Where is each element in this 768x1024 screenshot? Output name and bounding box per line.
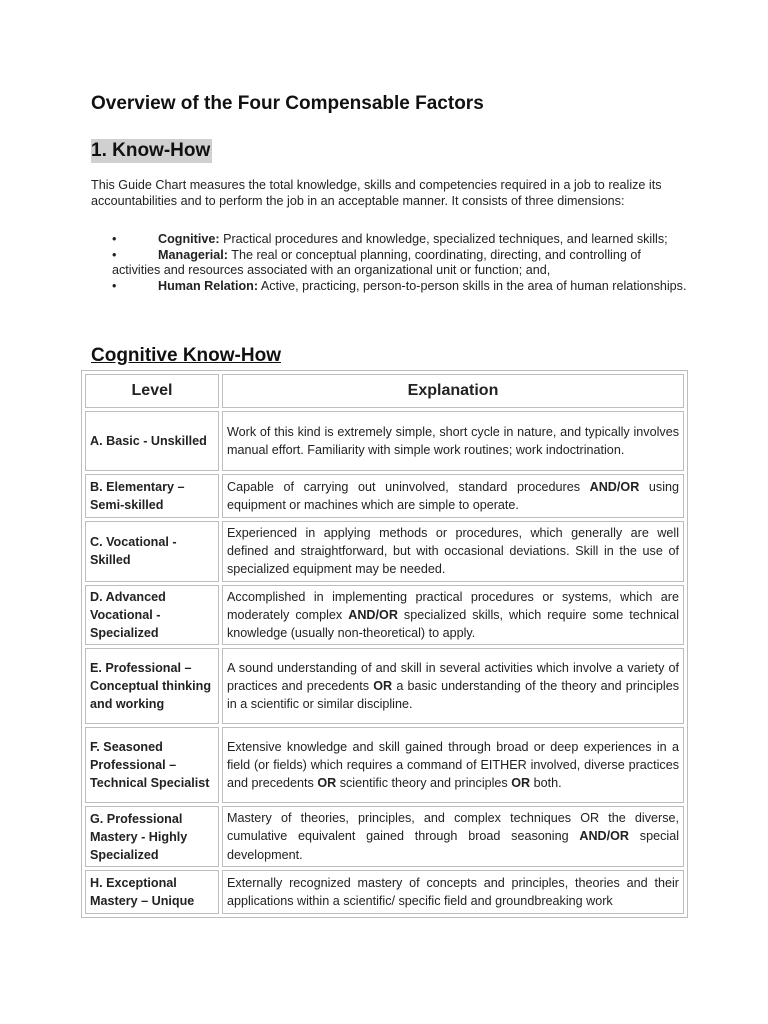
- explanation-cell: Externally recognized mastery of concepts and principles, theories and their applications within a scientific/ specific field and groundbreaking work: [222, 870, 684, 914]
- explanation-cell: Accomplished in implementing practical procedures or systems, which are moderately complex AND/OR specialized skills, which require some technical knowledge (usually non-theoretical) to apply.: [222, 585, 684, 646]
- bullet-term: Human Relation:: [158, 278, 259, 293]
- table-row: [85, 727, 684, 803]
- page-title: Overview of the Four Compensable Factors: [91, 93, 484, 114]
- header-explanation: Explanation: [222, 374, 684, 408]
- page-bottom-margin: [0, 924, 768, 1024]
- explanation-cell: A sound understanding of and skill in several activities which involve a variety of practices and precedents OR a basic understanding of the theory and principles in a scientific or similar discipline.: [222, 648, 684, 724]
- explanation-cell: Work of this kind is extremely simple, short cycle in nature, and typically involves manual effort. Familiarity with simple work routines; work indoctrination.: [222, 411, 684, 471]
- explanation-cell: Extensive knowledge and skill gained through broad or deep experiences in a field (or fields) which requires a command of EITHER involved, diverse practices and precedents OR scientific theory and principles OR both.: [222, 727, 684, 803]
- bullet-text: The real or conceptual planning, coordinating, directing, and controlling of activities and resources associated with an organizational unit or function; and,: [112, 247, 641, 278]
- level-cell: B. Elementary – Semi-skilled: [85, 474, 219, 518]
- list-item: • Human Relation: Active, practicing, person-to-person skills in the area of human relationships.: [112, 278, 687, 293]
- bullet-text: Active, practicing, person-to-person skills in the area of human relationships.: [258, 278, 687, 293]
- level-cell: E. Professional – Conceptual thinking and working: [85, 648, 219, 724]
- dimension-list: [112, 232, 692, 294]
- table-row: [85, 474, 684, 518]
- intro-paragraph: This Guide Chart measures the total knowledge, skills and competencies required in a job to realize its accountabilities and to perform the job in an acceptable manner. It consists of three dimensions:: [91, 178, 662, 208]
- list-item: • Cognitive: Practical procedures and knowledge, specialized techniques, and learned skills;: [112, 232, 668, 246]
- level-cell: D. Advanced Vocational - Specialized: [85, 585, 219, 646]
- table-row: [85, 411, 684, 471]
- level-cell: H. Exceptional Mastery – Unique: [85, 870, 219, 914]
- table-row: [85, 585, 684, 646]
- table-header-row: [85, 374, 684, 408]
- explanation-cell: Experienced in applying methods or procedures, which generally are well defined and straightforward, but with occasional deviations. Skill in the use of specialized equipment may be needed.: [222, 521, 684, 582]
- cognitive-know-how-table: [81, 370, 688, 918]
- section-heading: 1. Know-How: [91, 140, 211, 161]
- table-body: [85, 411, 684, 914]
- table-row: [85, 870, 684, 914]
- level-cell: G. Professional Mastery - Highly Specialized: [85, 806, 219, 867]
- table-heading: Cognitive Know-How: [91, 345, 281, 366]
- bullet-text: Practical procedures and knowledge, specialized techniques, and learned skills;: [219, 232, 668, 246]
- level-cell: A. Basic - Unskilled: [85, 411, 219, 471]
- header-level: Level: [85, 374, 219, 408]
- bullet-term: Cognitive:: [158, 232, 220, 246]
- explanation-cell: Capable of carrying out uninvolved, standard procedures AND/OR using equipment or machines which are simple to operate.: [222, 474, 684, 518]
- table-row: [85, 521, 684, 582]
- level-cell: C. Vocational - Skilled: [85, 521, 219, 582]
- table-row: [85, 648, 684, 724]
- level-cell: F. Seasoned Professional – Technical Specialist: [85, 727, 219, 803]
- table-row: [85, 806, 684, 867]
- explanation-cell: Mastery of theories, principles, and complex techniques OR the diverse, cumulative equivalent gained through broad seasoning AND/OR special development.: [222, 806, 684, 867]
- bullet-term: Managerial:: [158, 247, 228, 262]
- list-item: • Managerial: The real or conceptual planning, coordinating, directing, and controlling of activities and resources associated with an organizational unit or function; and,: [112, 247, 641, 278]
